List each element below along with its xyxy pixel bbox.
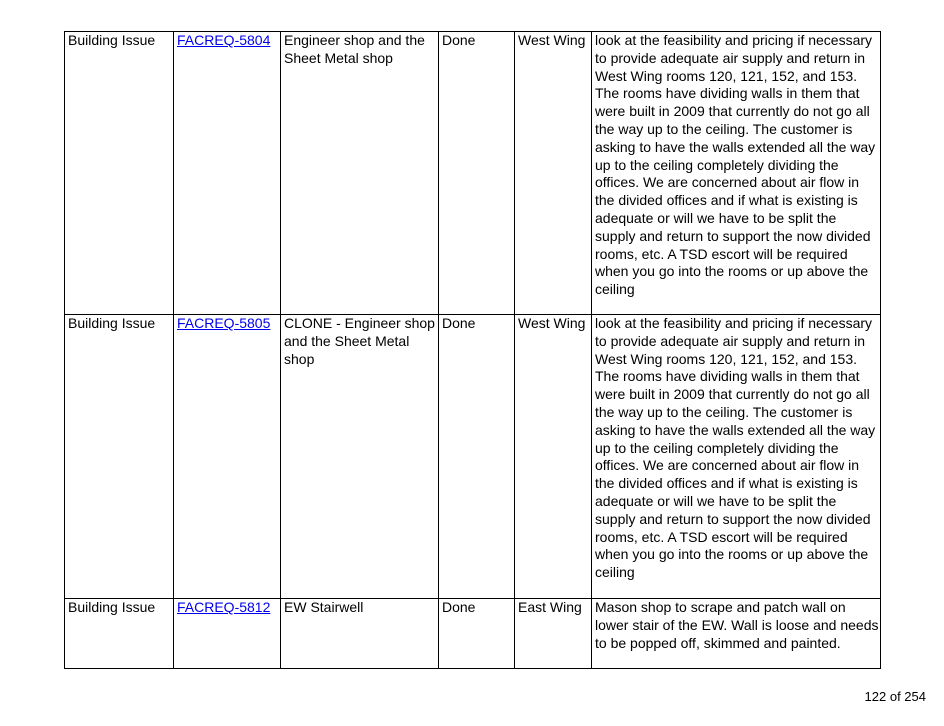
- issue-key-cell: [174, 599, 281, 669]
- issue-location-cell: East Wing: [515, 599, 592, 669]
- issue-key-link[interactable]: FACREQ-5804: [177, 32, 271, 48]
- page-number: 122 of 254: [864, 689, 926, 704]
- issue-type-cell: Building Issue: [65, 32, 174, 315]
- issue-type-cell: Building Issue: [65, 599, 174, 669]
- issue-location-cell: West Wing: [515, 32, 592, 315]
- issue-key-link[interactable]: FACREQ-5805: [177, 315, 271, 331]
- table-row: [65, 315, 881, 599]
- issue-status-cell: Done: [439, 315, 515, 599]
- issue-key-link[interactable]: FACREQ-5812: [177, 599, 271, 615]
- issue-status-cell: Done: [439, 599, 515, 669]
- issues-table: [64, 31, 881, 669]
- issue-type-cell: Building Issue: [65, 315, 174, 599]
- issue-summary-cell: EW Stairwell: [281, 599, 439, 669]
- issue-status-cell: Done: [439, 32, 515, 315]
- issue-summary-cell: Engineer shop and the Sheet Metal shop: [281, 32, 439, 315]
- table-row: [65, 599, 881, 669]
- issue-location-cell: West Wing: [515, 315, 592, 599]
- issue-key-cell: [174, 32, 281, 315]
- issue-description-cell: look at the feasibility and pricing if necessary to provide adequate air supply and return in West Wing rooms 120, 121, 152, and 153. The rooms have dividing walls in them that were built in 2009 that currently do not go all the way up to the ceiling. The customer is asking to have the walls extended all the way up to the ceiling completely dividing the offices. We are concerned about air flow in the divided offices and if what is existing is adequate or will we have to be split the supply and return to support the now divided rooms, etc. A TSD escort will be required when you go into the rooms or up above the ceiling: [592, 32, 881, 315]
- table-row: [65, 32, 881, 315]
- issue-description-cell: Mason shop to scrape and patch wall on lower stair of the EW. Wall is loose and needs to be popped off, skimmed and painted.: [592, 599, 881, 669]
- issue-summary-cell: CLONE - Engineer shop and the Sheet Metal shop: [281, 315, 439, 599]
- issue-key-cell: [174, 315, 281, 599]
- issue-description-cell: look at the feasibility and pricing if necessary to provide adequate air supply and return in West Wing rooms 120, 121, 152, and 153. The rooms have dividing walls in them that were built in 2009 that currently do not go all the way up to the ceiling. The customer is asking to have the walls extended all the way up to the ceiling completely dividing the offices. We are concerned about air flow in the divided offices and if what is existing is adequate or will we have to be split the supply and return to support the now divided rooms, etc. A TSD escort will be required when you go into the rooms or up above the ceiling: [592, 315, 881, 599]
